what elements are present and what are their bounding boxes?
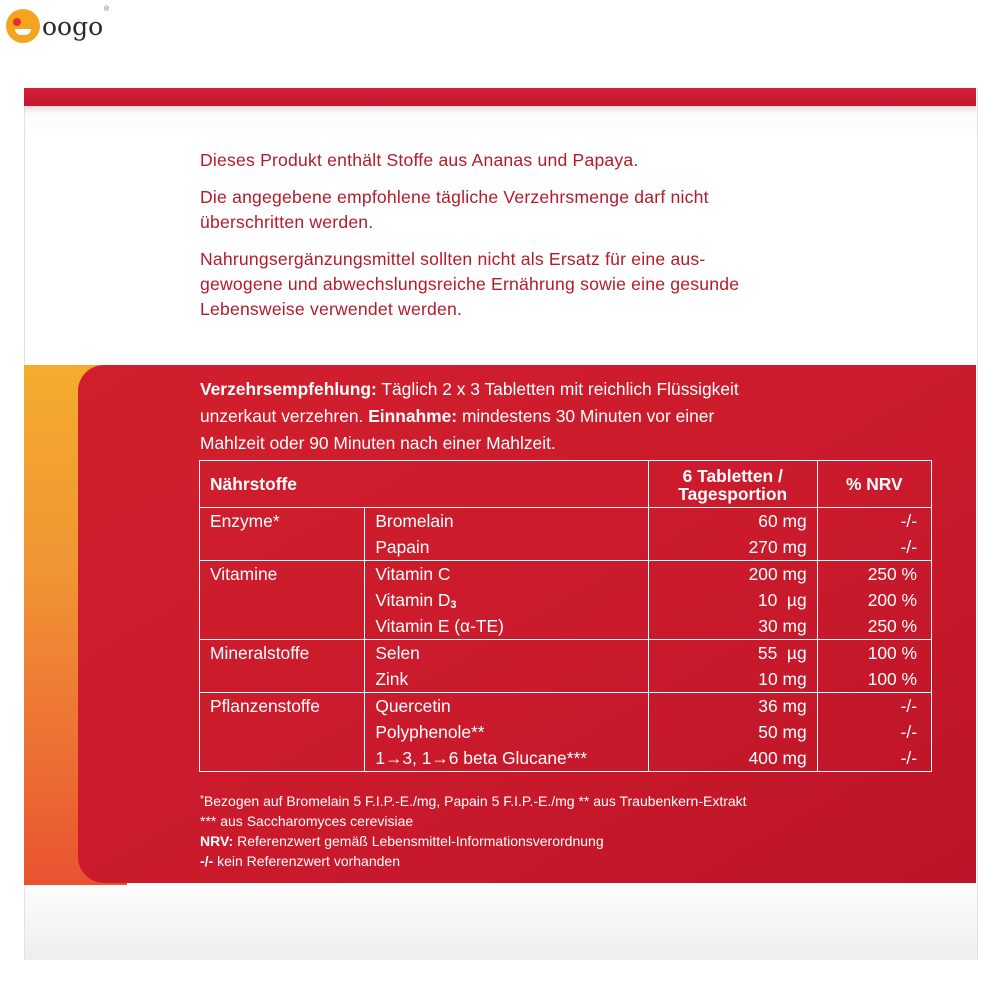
footnote-text: Bezogen auf Bromelain 5 F.I.P.-E./mg, Papain 5 F.I.P.-E./mg ** aus Traubenkern-Extrakt	[203, 793, 747, 809]
footnote-label: -/-	[200, 853, 214, 869]
warning-line: überschritten werden.	[200, 212, 374, 232]
table-row	[200, 508, 932, 561]
logo-text: oogo	[42, 11, 104, 41]
subscript: 3	[450, 599, 457, 611]
table-row	[200, 640, 932, 693]
package-top-band	[24, 88, 976, 106]
nutrient-amount: 30 mg	[758, 616, 807, 636]
nutrient-name: Papain	[375, 537, 430, 557]
nutrient-nrv: -/-	[900, 537, 917, 557]
header-amount-line: Tagesportion	[678, 484, 788, 504]
nutrient-amount: 10 mg	[758, 669, 807, 689]
intake-label: Einnahme:	[368, 406, 458, 426]
footnotes	[200, 790, 920, 871]
nutrient-nrv: 100 %	[867, 669, 917, 689]
brand-logo	[6, 6, 103, 46]
top-band-shade	[24, 106, 976, 114]
table-row	[200, 561, 932, 640]
table-row	[200, 693, 932, 772]
nutrient-nrv: -/-	[900, 748, 917, 768]
nutrient-nrv: -/-	[900, 722, 917, 742]
nutrient-name: Selen	[375, 643, 420, 663]
group-name: Vitamine	[210, 564, 278, 584]
intake-instructions	[200, 376, 920, 457]
registered-mark: ®	[104, 6, 110, 13]
warning-2	[200, 185, 709, 235]
intake-text: Mahlzeit oder 90 Minuten nach einer Mahlzeit.	[200, 433, 556, 453]
footnote-mark: *	[200, 794, 204, 805]
warning-line: gewogene und abwechslungsreiche Ernährung sowie eine gesunde	[200, 274, 740, 294]
nutrient-nrv: 250 %	[867, 564, 917, 584]
header-nutrients: Nährstoffe	[200, 461, 649, 508]
nutrient-name: 1→3, 1→6 beta Glucane***	[375, 748, 588, 768]
nutrient-name: Vitamin D	[375, 590, 451, 610]
intake-text: mindestens 30 Minuten vor einer	[457, 406, 715, 426]
intake-text: Täglich 2 x 3 Tabletten mit reichlich Flüssigkeit	[376, 379, 739, 399]
nutrient-amount: 55 µg	[757, 643, 807, 663]
nutrient-amount: 36 mg	[758, 696, 807, 716]
warning-1	[200, 148, 638, 173]
warning-line: Lebensweise verwendet werden.	[200, 299, 463, 319]
warning-line: Die angegebene empfohlene tägliche Verzehrsmenge darf nicht	[200, 187, 709, 207]
group-name: Mineralstoffe	[210, 643, 310, 663]
footnote-label: NRV:	[200, 833, 234, 849]
nutrient-amount: 10 µg	[757, 590, 807, 610]
nutrient-name: Bromelain	[375, 511, 454, 531]
nutrition-table	[199, 460, 932, 772]
intake-text: unzerkaut verzehren.	[200, 406, 369, 426]
nutrient-name: Polyphenole**	[375, 722, 485, 742]
nutrient-name: Quercetin	[375, 696, 451, 716]
nutrient-nrv: 100 %	[867, 643, 917, 663]
nutrient-name-vitamin-d	[375, 587, 648, 613]
logo-mark-icon	[6, 9, 40, 43]
footnote-text: kein Referenzwert vorhanden	[213, 853, 400, 869]
group-name: Enzyme*	[210, 511, 280, 531]
nutrient-amount: 50 mg	[758, 722, 807, 742]
intake-label: Verzehrsempfehlung:	[200, 379, 377, 399]
header-amount-line: 6 Tabletten /	[682, 466, 783, 486]
nutrient-amount: 60 mg	[758, 511, 807, 531]
nutrient-name: Vitamin E (α-TE)	[375, 616, 504, 636]
nutrient-amount: 400 mg	[748, 748, 807, 768]
nutrient-nrv: 250 %	[867, 616, 917, 636]
footnote-text: *** aus Saccharomyces cerevisiae	[200, 813, 414, 829]
nutrient-nrv: -/-	[900, 696, 917, 716]
nutrient-name: Zink	[375, 669, 409, 689]
nutrient-amount: 200 mg	[748, 564, 807, 584]
warning-line: Dieses Produkt enthält Stoffe aus Ananas und Papaya.	[200, 150, 639, 170]
table-header-row	[200, 461, 932, 508]
nutrient-nrv: 200 %	[867, 590, 917, 610]
header-nrv: % NRV	[817, 461, 931, 508]
warning-3	[200, 247, 739, 322]
group-name: Pflanzenstoffe	[210, 696, 320, 716]
warning-line: Nahrungsergänzungsmittel sollten nicht als Ersatz für eine aus-	[200, 249, 706, 269]
header-amount	[648, 461, 817, 508]
nutrient-nrv: -/-	[900, 511, 917, 531]
nutrient-name: Vitamin C	[375, 564, 451, 584]
footnote-text: Referenzwert gemäß Lebensmittel-Informationsverordnung	[233, 833, 604, 849]
nutrient-amount: 270 mg	[748, 537, 807, 557]
